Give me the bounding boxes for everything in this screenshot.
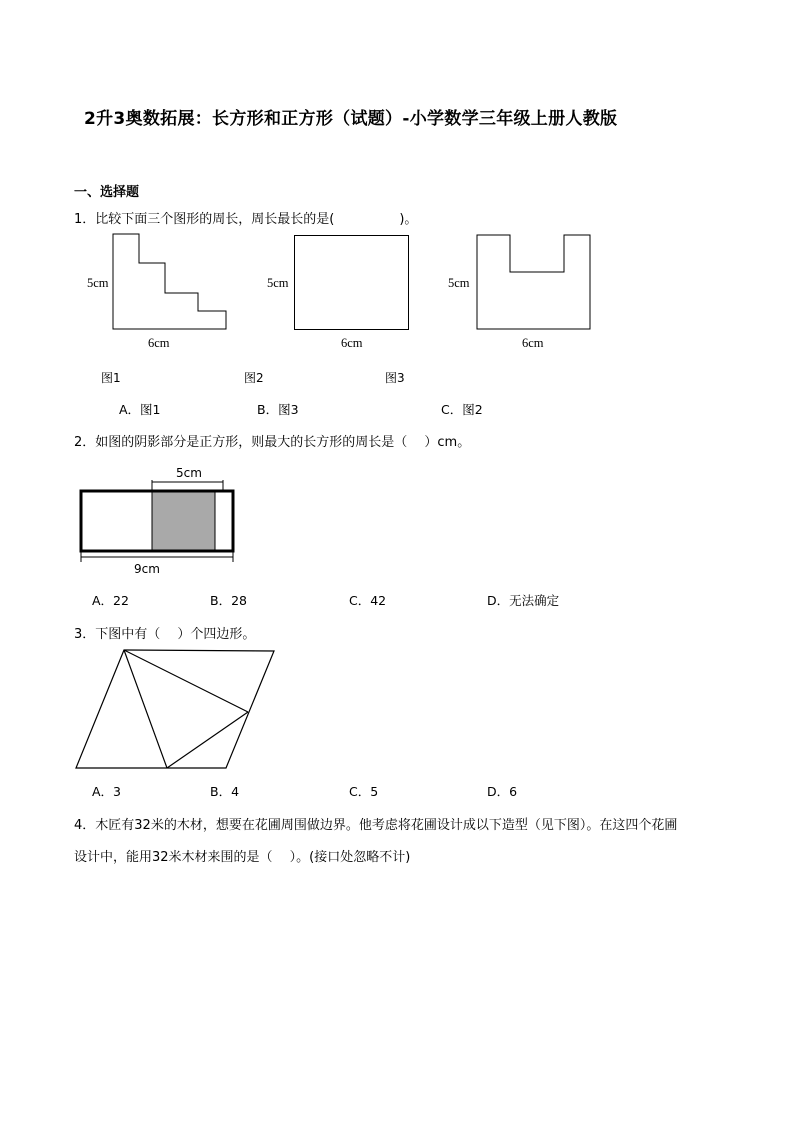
question-2-text: 2．如图的阴影部分是正方形，则最大的长方形的周长是（ ）cm。 <box>74 435 471 450</box>
fig3-width-label: 6cm <box>522 336 544 350</box>
q2-top-label: 5cm <box>176 466 202 480</box>
q1-option-c[interactable]: C．图2 <box>441 402 483 417</box>
q2-option-c[interactable]: C．42 <box>349 593 387 608</box>
section-heading: 一、选择题 <box>74 185 140 200</box>
parallelogram <box>76 650 274 768</box>
fig1-width-label: 6cm <box>148 336 170 350</box>
question-4-line-2: 设计中，能用32米木材来围的是（ ）。(接口处忽略不计) <box>74 850 411 865</box>
question-3-text: 3．下图中有（ ）个四边形。 <box>74 627 256 642</box>
page-title: 2升3奥数拓展：长方形和正方形（试题）-小学数学三年级上册人教版 <box>84 109 618 129</box>
q2-option-a[interactable]: A．22 <box>92 593 129 608</box>
q1-option-b[interactable]: B．图3 <box>257 402 299 417</box>
q3-option-a[interactable]: A．3 <box>92 784 122 799</box>
fig2-width-label: 6cm <box>341 336 363 350</box>
fig3-caption: 图3 <box>385 371 405 385</box>
q3-option-d[interactable]: D．6 <box>487 784 518 799</box>
q1-option-a[interactable]: A．图1 <box>119 402 161 417</box>
q3-option-c[interactable]: C．5 <box>349 784 379 799</box>
fig1-height-label: 5cm <box>87 276 109 290</box>
q2-option-d[interactable]: D．无法确定 <box>487 593 560 608</box>
fig2-caption: 图2 <box>244 371 264 385</box>
question-1-text: 1．比较下面三个图形的周长，周长最长的是( )。 <box>74 212 418 227</box>
fig2-height-label: 5cm <box>267 276 289 290</box>
q2-option-b[interactable]: B．28 <box>210 593 247 608</box>
q3-option-b[interactable]: B．4 <box>210 784 240 799</box>
fig3-height-label: 5cm <box>448 276 470 290</box>
question-4-line-1: 4．木匠有32米的木材，想要在花圃周围做边界。他考虑将花圃设计成以下造型（见下图）。在这四个花圃 <box>74 818 678 833</box>
q2-bottom-label: 9cm <box>134 562 160 576</box>
fig1-caption: 图1 <box>101 371 121 385</box>
